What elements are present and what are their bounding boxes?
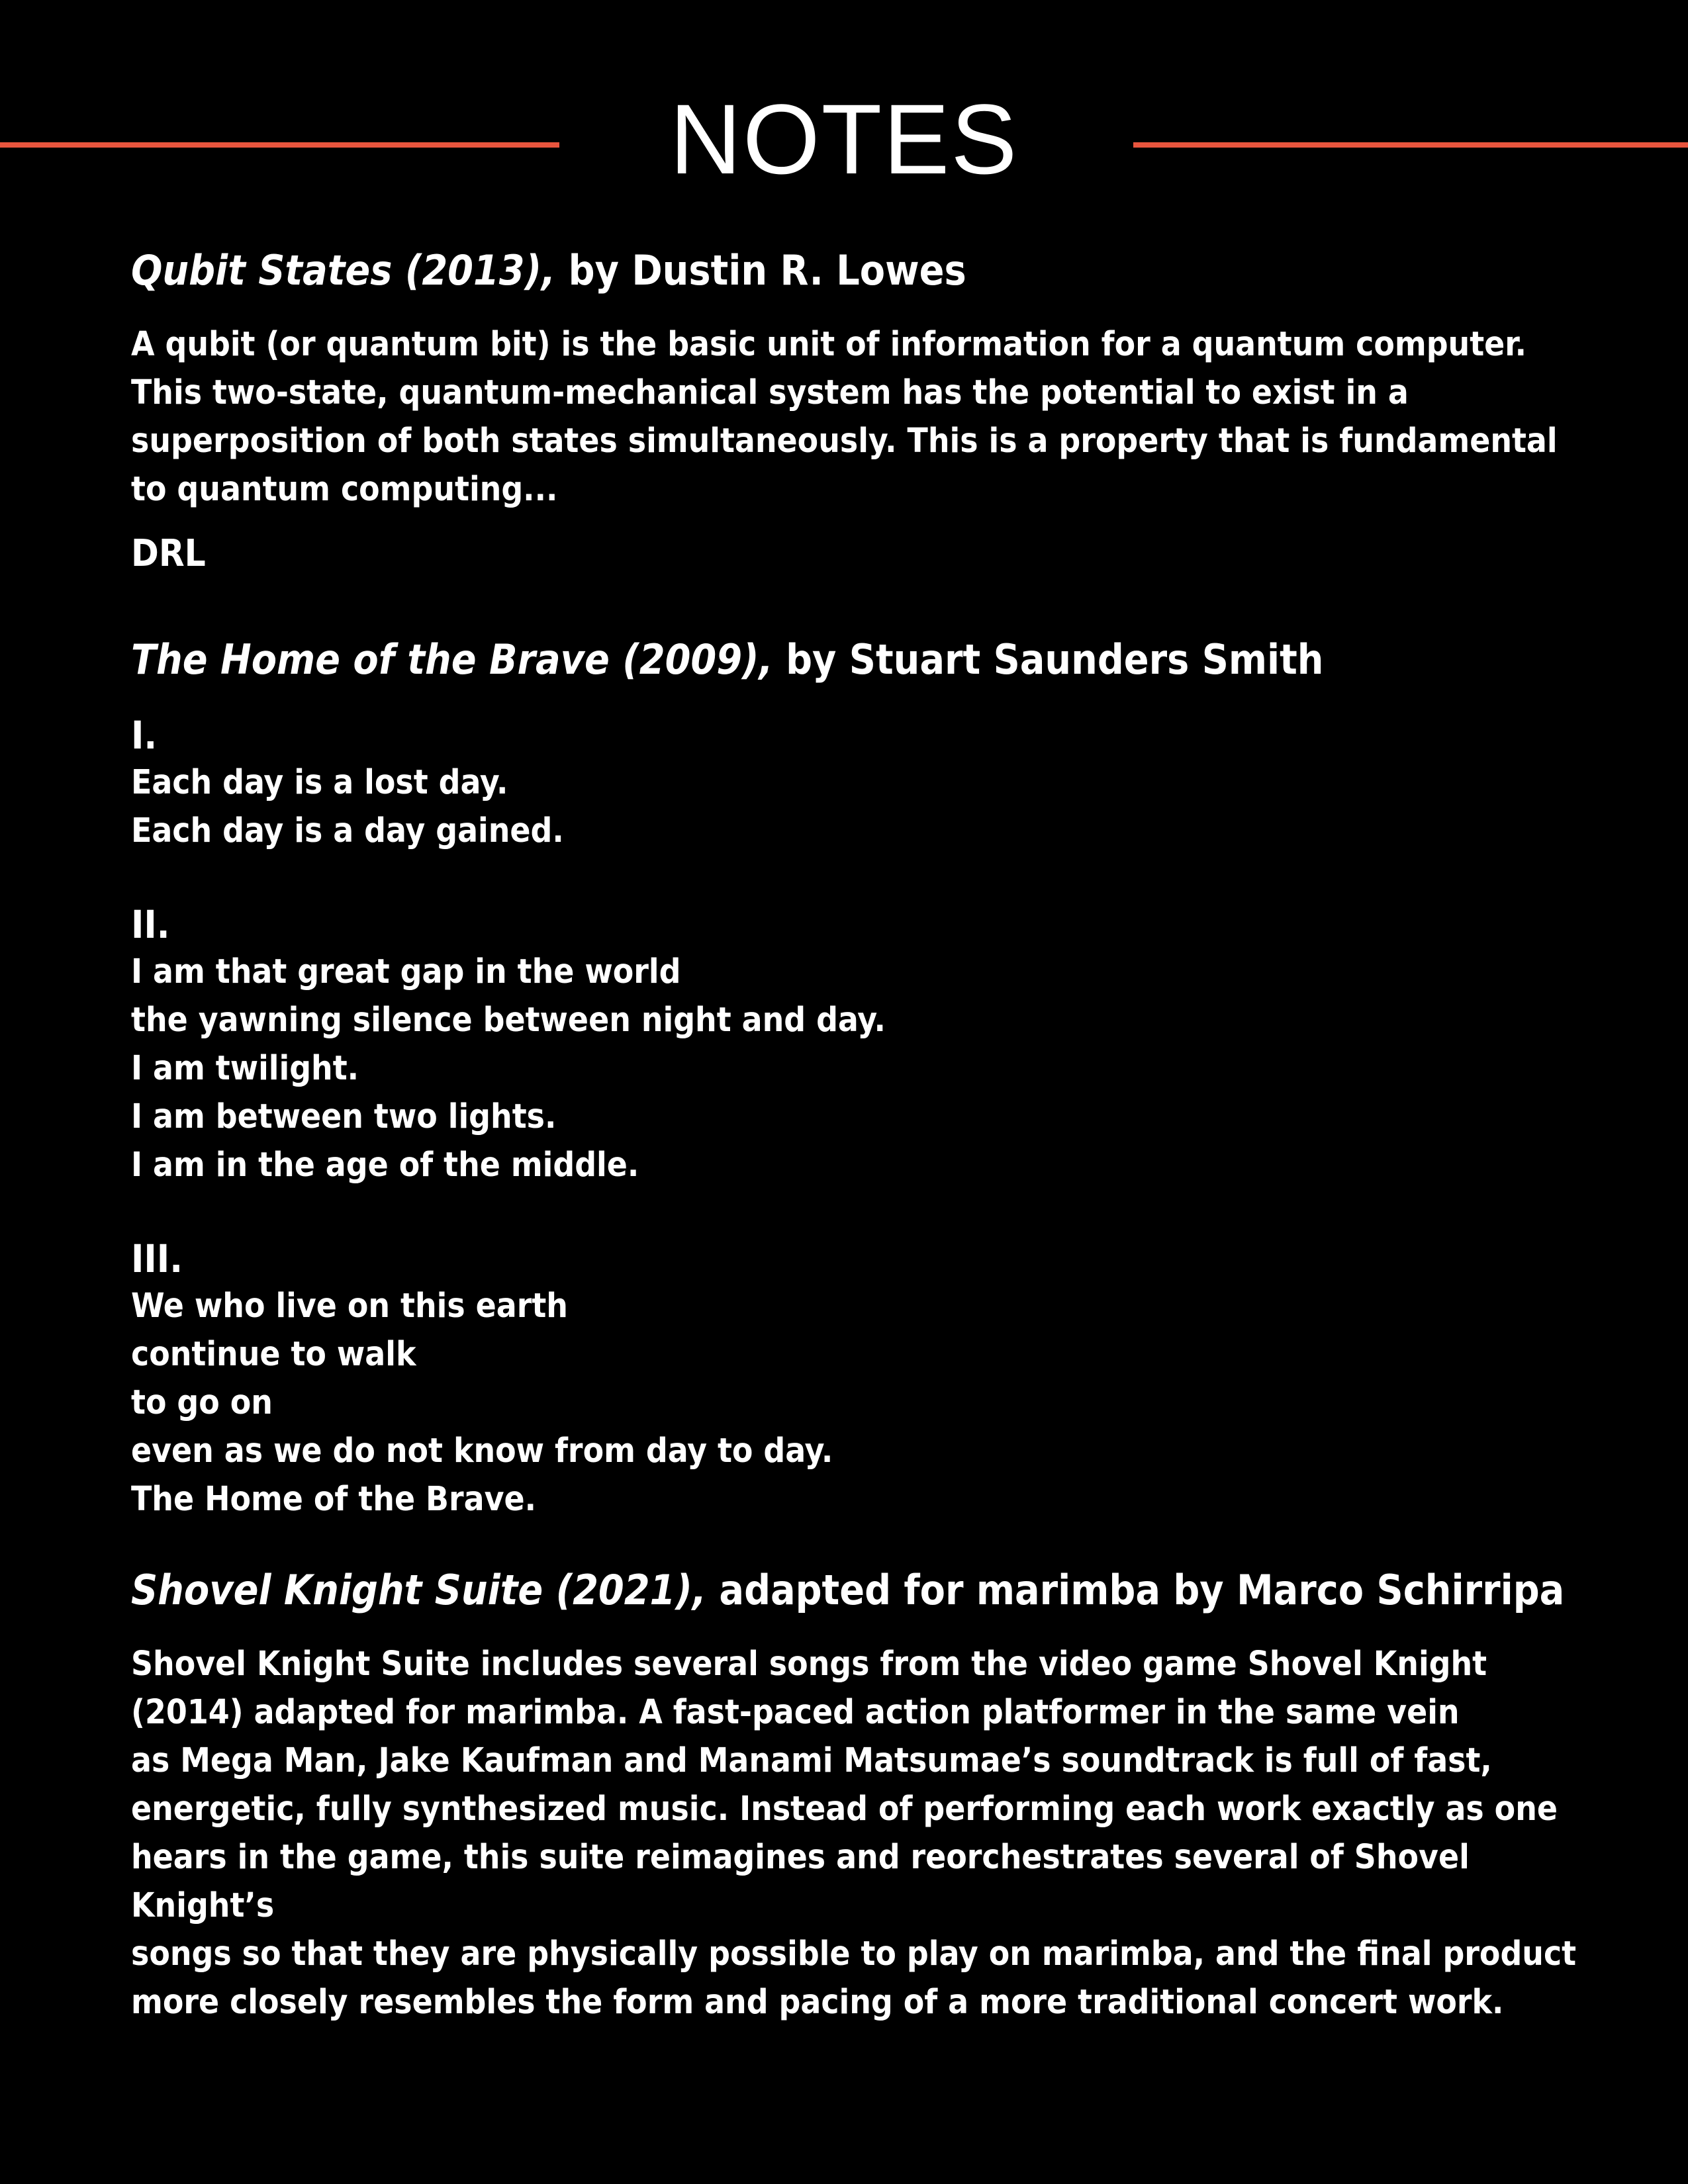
poem-line: even as we do not know from day to day.	[131, 1432, 833, 1471]
page-header	[0, 83, 1688, 195]
section-numeral: I.	[131, 713, 158, 758]
piece-title: The Home of the Brave (2009),	[131, 635, 773, 684]
notes-content	[131, 245, 1620, 2026]
poem-line: to go on	[131, 1383, 273, 1422]
piece-shovel-knight-suite	[131, 1565, 1620, 2026]
piece-heading	[131, 634, 1620, 686]
poem-line: I am that great gap in the world	[131, 952, 681, 991]
poem-line: Each day is a lost day.	[131, 763, 508, 802]
piece-byline: by Stuart Saunders Smith	[773, 635, 1324, 684]
poem-line: The Home of the Brave.	[131, 1480, 537, 1519]
section-numeral: III.	[131, 1236, 183, 1281]
poem-line: I am twilight.	[131, 1049, 359, 1088]
piece-heading	[131, 1565, 1620, 1616]
page-title: NOTES	[669, 83, 1019, 195]
note-signature: DRL	[131, 532, 206, 575]
header-rule-right	[1133, 142, 1688, 148]
poem-section	[131, 901, 1620, 1189]
section-numeral: II.	[131, 902, 170, 947]
piece-qubit-states	[131, 245, 1620, 580]
poem-section	[131, 1236, 1620, 1524]
poem-line: Each day is a day gained.	[131, 811, 564, 850]
program-note: Shovel Knight Suite includes several songs from the video game Shovel Knight (2014) adapted for marimba. A fast-paced action platformer in the same vein as Mega Man, Jake Kaufman and Manami Matsumae’s soundtrack is full of fast, energetic, fully synthesized music. Instead of performing each work exactly as one hears in the game, this suite reimagines and reorchestrates several of Shovel Knight’s songs so that they are physically possible to play on marimba, and the final product more closely resembles the form and pacing of a more traditional concert work.	[131, 1645, 1577, 2022]
piece-title: Shovel Knight Suite (2021),	[131, 1566, 707, 1614]
poem-line: continue to walk	[131, 1335, 416, 1374]
poem-section	[131, 712, 1620, 855]
piece-title: Qubit States (2013),	[131, 246, 556, 295]
poem-line: the yawning silence between night and day.	[131, 1001, 886, 1040]
piece-heading	[131, 245, 1620, 296]
piece-byline: adapted for marimba by Marco Schirripa	[706, 1566, 1565, 1614]
program-note: A qubit (or quantum bit) is the basic unit of information for a quantum computer. This two-state, quantum-mechanical system has the potential to exist in a superposition of both states simultaneously. This is a property that is fundamental to quantum computing...	[131, 325, 1558, 509]
poem-line: I am between two lights.	[131, 1097, 557, 1136]
poem-line: We who live on this earth	[131, 1287, 568, 1326]
piece-home-of-the-brave	[131, 634, 1620, 1524]
piece-byline: by Dustin R. Lowes	[555, 246, 966, 295]
poem-line: I am in the age of the middle.	[131, 1146, 639, 1185]
